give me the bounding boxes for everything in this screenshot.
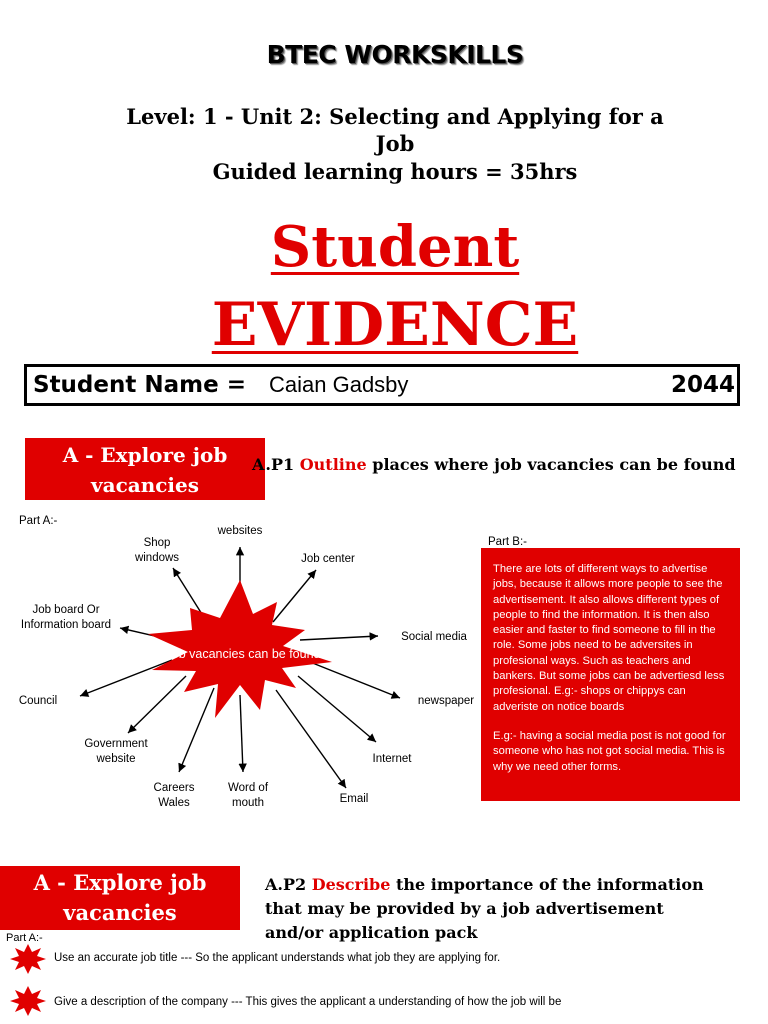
star-bullet-icon <box>10 986 46 1016</box>
criterion-p1-code: .P1 <box>265 455 295 474</box>
criterion-p1 <box>251 455 736 474</box>
student-name-box <box>24 364 740 406</box>
bullet-item: Give a description of the company --- This gives the applicant a understanding of how the job will be <box>54 996 562 1008</box>
node-email: Email <box>339 793 369 805</box>
part-b-box <box>481 548 740 801</box>
part-a-label: Part A:- <box>19 515 58 527</box>
part-b-paragraph-2: E.g:- having a social media post is not good for someone who has not got social media. This is why we need other forms. <box>493 729 726 773</box>
criterion-p2 <box>265 873 704 945</box>
section-a2-box-line2: vacancies <box>63 900 177 925</box>
student-heading: Student <box>270 214 520 280</box>
mind-map-diagram <box>0 520 480 820</box>
arrow-word-of-mouth <box>240 695 243 772</box>
arrow-government <box>128 676 186 733</box>
part-b-label: Part B:- <box>488 536 527 548</box>
node-job-center: Job center <box>301 553 355 565</box>
document-title: BTEC WORKSKILLS <box>266 40 524 69</box>
node-newspaper: newspaper <box>417 695 475 707</box>
arrow-email <box>276 690 346 788</box>
section-a-box-line1: A - Explore job <box>62 443 228 467</box>
criterion-p2-text-3: and/or application pack <box>265 923 478 942</box>
mind-map-center-label: Job vacancies can be found <box>165 647 321 661</box>
node-shop-windows: Shop windows <box>134 537 180 564</box>
node-internet: Internet <box>372 753 412 765</box>
student-name-label: Student Name = <box>33 372 246 398</box>
part-a2-label: Part A:- <box>6 932 43 944</box>
arrow-careers-wales <box>179 688 214 772</box>
node-social-media: Social media <box>401 631 467 643</box>
section-a2-box-line1: A - Explore job <box>33 870 207 895</box>
node-websites: websites <box>217 525 263 537</box>
arrow-job-center <box>273 570 316 622</box>
section-a2-box <box>0 866 240 930</box>
unit-line: Level: 1 - Unit 2: Selecting and Applying for a <box>126 104 664 129</box>
criterion-p2-keyword: Describe <box>311 875 391 894</box>
unit-line-continued: Job <box>375 131 415 156</box>
part-b-paragraph-1: There are lots of different ways to advertise jobs, because it allows more people to see the advertisement. It also allows different types of people to find the information. It is then also easier and faster to find someone to fill in the role. Some jobs need to be adversites in profesional ways. Such as teachers and bankers. But some jobs can be advertiesd less profesional. E.g:- shops or chippys can adveriste on notice boards <box>493 563 725 713</box>
arrow-social-media <box>300 636 378 640</box>
criterion-p1-text: places where job vacancies can be found <box>372 455 736 474</box>
node-careers-wales: Careers Wales <box>153 782 195 809</box>
node-word-of-mouth: Word of mouth <box>227 782 269 809</box>
arrow-shop-windows <box>173 568 205 619</box>
criterion-p1-keyword: Outline <box>299 455 367 474</box>
criterion-p2-text-2: that may be provided by a job advertisement <box>265 899 664 918</box>
node-government-website: Government website <box>84 738 148 765</box>
guided-hours: Guided learning hours = 35hrs <box>212 159 578 184</box>
criterion-p1-prefix: A <box>252 455 265 474</box>
arrow-newspaper <box>305 660 400 698</box>
criterion-p2-text-1: the importance of the information <box>396 875 704 894</box>
section-a-box <box>25 438 265 500</box>
evidence-heading: EVIDENCE <box>211 290 579 360</box>
student-number: 2044 <box>671 372 736 398</box>
section-a-box-line2: vacancies <box>90 473 200 497</box>
arrow-council <box>80 660 172 696</box>
student-name-value: Caian Gadsby <box>269 372 409 397</box>
bullet-item: Use an accurate job title --- So the applicant understands what job they are applying for. <box>54 952 501 964</box>
star-bullet-icon <box>10 944 46 974</box>
arrow-internet <box>298 676 376 742</box>
node-council: Council <box>18 695 58 707</box>
node-job-board: Job board Or Information board <box>20 604 112 631</box>
criterion-p2-code: A.P2 <box>265 875 307 894</box>
